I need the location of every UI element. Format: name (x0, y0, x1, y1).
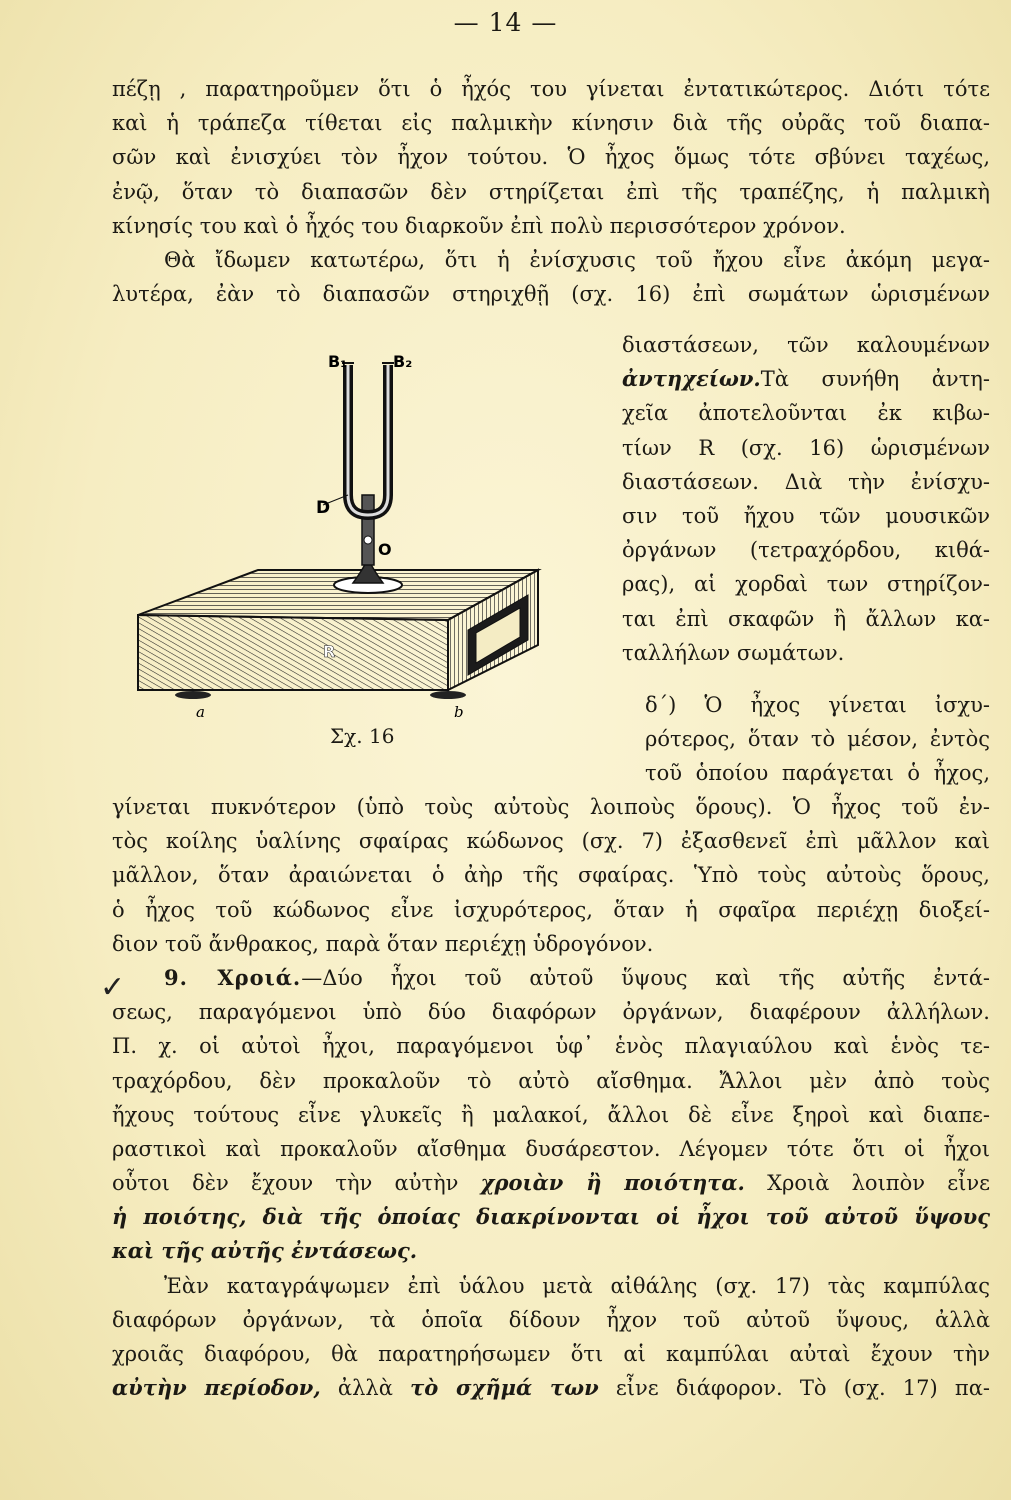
margin-checkmark-icon: ✓ (100, 970, 126, 1005)
text-line: ταλλήλων σωμάτων. (622, 640, 845, 665)
text-line: Ἐὰν καταγράψωμεν ἐπὶ ὑάλου μετὰ αἰθάλης (σχ. 17) τὰς καμπύλας (164, 1273, 990, 1298)
section-9-heading: 9. Χροιά. (164, 964, 302, 990)
label-b2: B₂ (393, 352, 413, 371)
label-d: D (316, 498, 331, 518)
text-line: κίνησίς του καὶ ὁ ἦχός του διαρκοῦν ἐπὶ πολὺ περισσότερον χρόνον. (112, 213, 846, 238)
text-line: σεως, παραγόμενοι ὑπὸ δύο διαφόρων ὀργάνων, διαφέρουν ἀλλήλων. (112, 1000, 990, 1025)
definition-line: καὶ τῆς αὐτῆς ἐντάσεως. (112, 1238, 418, 1264)
text-line: χροιᾶς διαφόρου, θὰ παρατηρήσωμεν ὅτι αἱ καμπύλαι αὐταὶ ἔχουν τὴν (112, 1342, 990, 1366)
label-o: O (378, 540, 392, 559)
text-line: χεῖα ἀποτελοῦνται ἐκ κιβω- (622, 401, 990, 426)
tuning-fork-illustration (118, 345, 603, 750)
text-line: οὗτοι δὲν ἔχουν τὴν αὐτὴν χροιὰν ἢ ποιότητα. Χροιὰ λοιπὸν εἶνε (112, 1170, 990, 1196)
term-antecheia: ἀντηχείων. (622, 366, 761, 392)
definition-line: ἡ ποιότης, διὰ τῆς ὁποίας διακρίνονται οἱ ἦχοι τοῦ αὐτοῦ ὕψους (112, 1204, 990, 1230)
text-line: Π. χ. οἱ αὐτοὶ ἦχοι, παραγόμενοι ὑφ᾽ ἑνὸς πλαγιαύλου καὶ ἑνὸς τε- (112, 1034, 990, 1059)
term-chroia: χροιὰν ἢ ποιότητα. (480, 1170, 745, 1196)
text-line: αὐτὴν περίοδον, ἀλλὰ τὸ σχῆμά των εἶνε διάφορον. Τὸ (σχ. 17) πα- (112, 1375, 990, 1401)
text-line: ὁ ἦχος τοῦ κώδωνος εἶνε ἰσχυρότερος, ὅταν ἡ σφαῖρα περιέχῃ διοξεί- (112, 897, 990, 922)
bottom-text (112, 790, 990, 1405)
label-a: a (196, 703, 205, 721)
text-line: γίνεται πυκνότερον (ὑπὸ τοὺς αὐτοὺς λοιποὺς ὅρους). Ὁ ἦχος τοῦ ἐν- (112, 795, 990, 819)
text-line: πέζῃ , παρατηροῦμεν ὅτι ὁ ἦχός του γίνεται ἐντατικώτερος. Διότι τότε (112, 77, 990, 101)
text-line: ἐνῷ, ὅταν τὸ διαπασῶν δὲν στηρίζεται ἐπὶ τῆς τραπέζης, ἡ παλμικὴ (112, 179, 990, 204)
text-line: ἤχους τούτους εἶνε γλυκεῖς ἢ μαλακοί, ἄλλοι δὲ εἶνε ξηροὶ καὶ διαπε- (112, 1102, 990, 1127)
text-line: ραστικοὶ καὶ προκαλοῦν αἴσθημα δυσάρεστον. Λέγομεν τότε ὅτι οἱ ἦχοι (112, 1136, 990, 1161)
text-line: ἀντηχείων.Τὰ συνήθη ἀντη- (622, 366, 990, 392)
text-line: σῶν καὶ ἐνισχύει τὸν ἦχον τούτου. Ὁ ἦχος ὅμως τότε σβύνει ταχέως, (112, 145, 990, 170)
text-line: σιν τοῦ ἤχου τῶν μουσικῶν (622, 503, 990, 528)
label-r: R (323, 642, 336, 661)
text-line: διαστάσεων. Διὰ τὴν ἐνίσχυ- (622, 469, 990, 494)
label-b1: B₁ (328, 352, 348, 371)
label-b: b (454, 703, 464, 721)
text-line: λυτέρα, ἐὰν τὸ διαπασῶν στηριχθῇ (σχ. 16) ἐπὶ σωμάτων ὡρισμένων (112, 282, 990, 307)
right-column-text (622, 328, 990, 670)
text-line: δ΄) Ὁ ἦχος γίνεται ἰσχυ- (645, 693, 990, 717)
text-line: ὀργάνων (τετραχόρδου, κιθά- (622, 538, 990, 563)
text-line: ται ἐπὶ σκαφῶν ἢ ἄλλων κα- (622, 606, 990, 631)
text-line: τὸς κοίλης ὑαλίνης σφαίρας κώδωνος (σχ. 7) ἐξασθενεῖ ἐπὶ μᾶλλον καὶ (112, 829, 990, 854)
section-d-text (645, 688, 990, 791)
text-line: τοῦ ὁποίου παράγεται ὁ ἦχος, (645, 761, 990, 786)
text-line: καὶ ἡ τράπεζα τίθεται εἰς παλμικὴν κίνησιν διὰ τῆς οὐρᾶς τοῦ διαπα- (112, 111, 990, 136)
section-9-first-line: 9. Χροιά.—Δύο ἦχοι τοῦ αὐτοῦ ὕψους καὶ τῆς αὐτῆς ἐντά- (164, 964, 991, 990)
text-line: ρότερος, ὅταν τὸ μέσον, ἐντὸς (645, 727, 990, 752)
text-line: διαστάσεων, τῶν καλουμένων (622, 333, 990, 357)
text-line: διαφόρων ὀργάνων, τὰ ὁποῖα δίδουν ἦχον τοῦ αὐτοῦ ὕψους, ἀλλὰ (112, 1307, 990, 1332)
page-number: — 14 — (453, 8, 558, 37)
top-paragraph (112, 72, 990, 311)
figure-16-tuning-fork (118, 345, 603, 750)
text-line: τραχόρδου, δὲν προκαλοῦν τὸ αὐτὸ αἴσθημα. Ἄλλοι μὲν ἀπὸ τοὺς (112, 1068, 990, 1093)
text-line: τίων R (σχ. 16) ὡρισμένων (622, 435, 990, 460)
text-line: ρας), αἱ χορδαὶ των στηρίζον- (622, 572, 990, 597)
text-line: μᾶλλον, ὅταν ἀραιώνεται ὁ ἀὴρ τῆς σφαίρας. Ὑπὸ τοὺς αὐτοὺς ὅρους, (112, 863, 990, 888)
text-line: διον τοῦ ἄνθρακος, παρὰ ὅταν περιέχῃ ὑδρογόνον. (112, 931, 654, 956)
text-line: Θὰ ἴδωμεν κατωτέρω, ὅτι ἡ ἐνίσχυσις τοῦ ἤχου εἶνε ἀκόμη μεγα- (164, 247, 990, 272)
figure-caption: Σχ. 16 (330, 724, 395, 748)
